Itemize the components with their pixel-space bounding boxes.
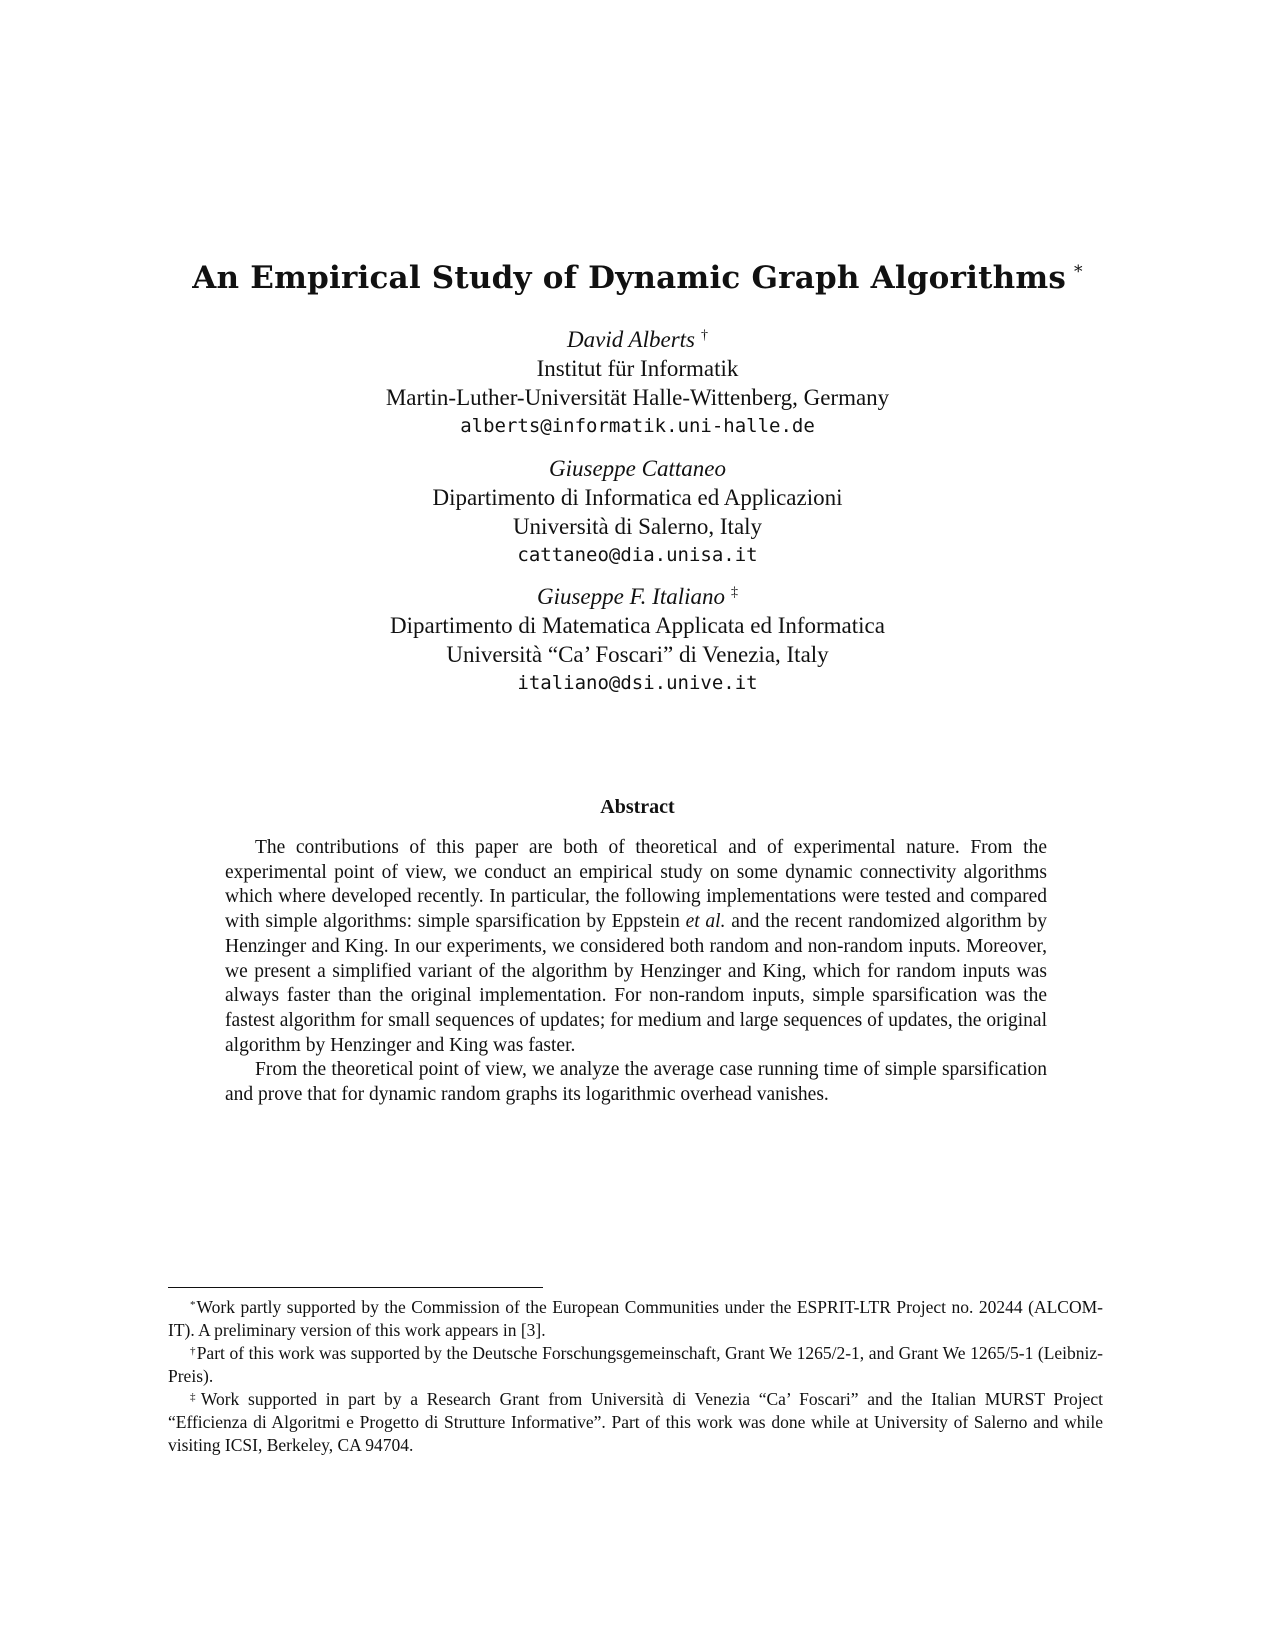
author-affiliation-line: Dipartimento di Matematica Applicata ed Informatica: [390, 613, 885, 638]
author-footnote-mark: †: [700, 328, 708, 343]
abstract-emphasis: et al.: [685, 911, 726, 933]
footnote-text: Work partly supported by the Commission of the European Communities under the ESPRIT-LTR Project no. 20244 (ALCOM-IT). A preliminary version of this work appears in [3].: [168, 1297, 1103, 1340]
author-affiliation-line: Dipartimento di Informatica ed Applicazioni: [432, 485, 843, 510]
footnote-divider: [168, 1287, 543, 1288]
abstract-heading: Abstract: [600, 796, 675, 818]
footnote: [168, 1342, 1103, 1388]
author-block-cattaneo: [0, 454, 1275, 570]
author-affiliation-line: Università di Salerno, Italy: [512, 514, 763, 539]
author-email: italiano@dsi.unive.it: [517, 672, 758, 694]
author-name: David Alberts †: [567, 327, 708, 352]
footnote: [168, 1388, 1103, 1457]
title-footnote-mark: *: [1074, 262, 1083, 282]
abstract-body: [225, 836, 1047, 1108]
author-affiliation-line: Università “Ca’ Foscari” di Venezia, Italy: [446, 642, 829, 667]
author-affiliation-line: Institut für Informatik: [536, 356, 739, 381]
footnote-mark: ‡: [190, 1391, 200, 1403]
author-footnote-mark: ‡: [731, 585, 739, 600]
author-email: alberts@informatik.uni-halle.de: [460, 415, 815, 437]
paper-title-text: An Empirical Study of Dynamic Graph Algorithms: [192, 260, 1066, 296]
author-name: Giuseppe F. Italiano ‡: [536, 584, 739, 609]
author-affiliation-line: Martin-Luther-Universität Halle-Wittenberg, Germany: [385, 385, 890, 410]
footnotes: [168, 1296, 1103, 1457]
author-email: cattaneo@dia.unisa.it: [517, 544, 758, 566]
footnote-text: Work supported in part by a Research Grant from Università di Venezia “Ca’ Foscari” and the Italian MURST Project “Efficienza di Algoritmi e Progetto di Strutture Informative”. Part of this work was done while at University of Salerno and while visiting ICSI, Berkeley, CA 94704.: [168, 1389, 1103, 1455]
abstract-paragraph: The contributions of this paper are both of theoretical and of experimental nature. From the experimental point of view, we conduct an empirical study on some dynamic connectivity algorithms which where developed recently. In particular, the following implementations were tested and compared with simple algorithms: simple sparsification by Eppstein et al. and the recent randomized algorithm by Henzinger and King. In our experiments, we considered both random and non-random inputs. Moreover, we present a simplified variant of the algorithm by Henzinger and King, which for random inputs was always faster than the original implementation. For non-random inputs, simple sparsification was the fastest algorithm for small sequences of updates; for medium and large sequences of updates, the original algorithm by Henzinger and King was faster.: [225, 837, 1047, 1056]
footnote: [168, 1296, 1103, 1342]
author-block-alberts: [0, 325, 1275, 441]
author-name: Giuseppe Cattaneo: [549, 456, 726, 481]
author-block-italiano: [0, 582, 1275, 698]
footnote-mark: *: [190, 1299, 196, 1311]
footnote-mark: †: [190, 1345, 196, 1357]
paper-title: [0, 258, 1275, 298]
footnote-text: Part of this work was supported by the Deutsche Forschungsgemeinschaft, Grant We 1265/2-1, and Grant We 1265/5-1 (Leibniz-Preis).: [168, 1343, 1104, 1386]
abstract-paragraph: From the theoretical point of view, we analyze the average case running time of simple sparsification and prove that for dynamic random graphs its logarithmic overhead vanishes.: [225, 1059, 1047, 1106]
